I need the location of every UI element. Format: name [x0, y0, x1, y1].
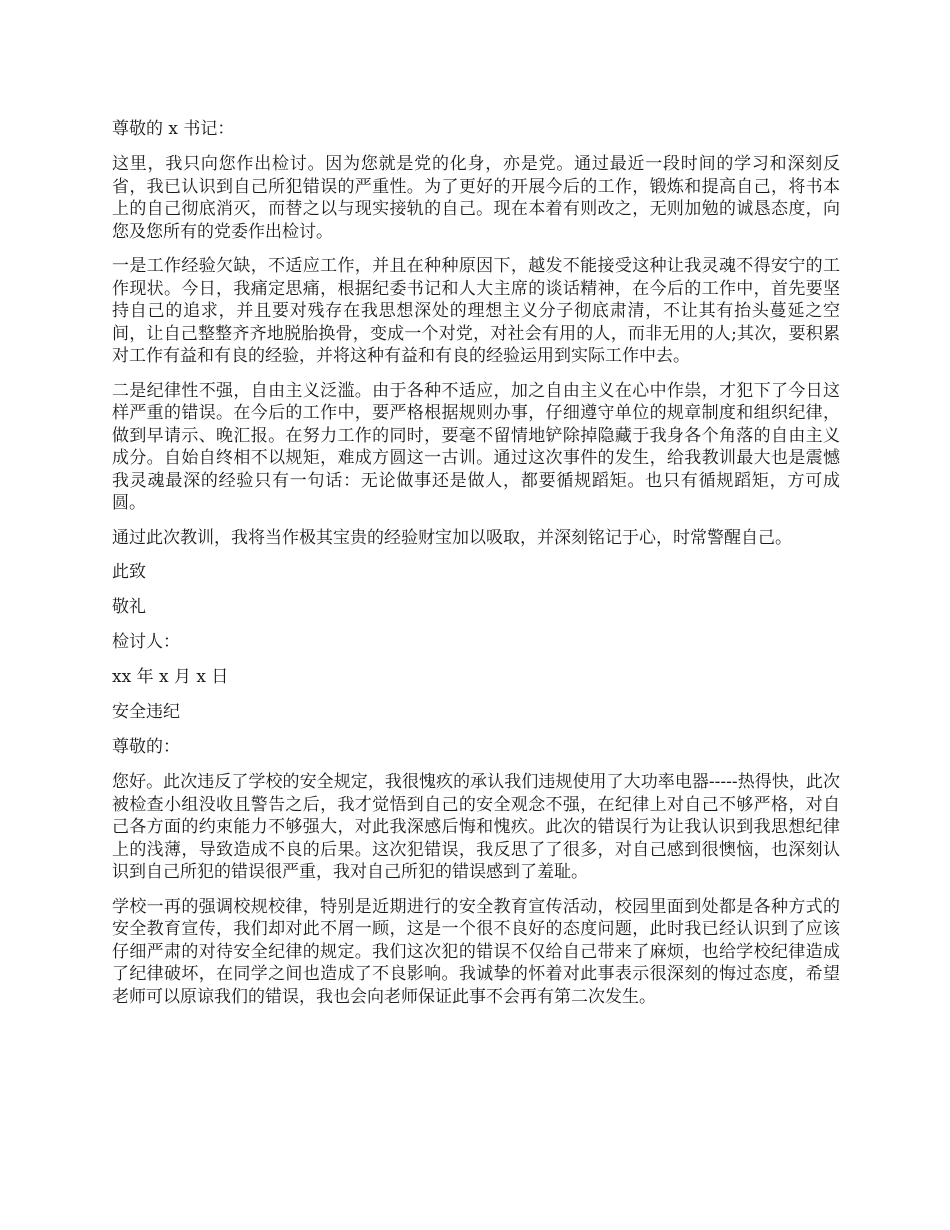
salutation-second: 尊敬的： [112, 737, 180, 757]
document-body [112, 118, 840, 1020]
paragraph-point-two: 二是纪律性不强，自由主义泛滥。由于各种不适应，加之自由主义在心中作祟，才犯下了今日这样严重的错误。在今后的工作中，要严格根据规则办事，仔细遵守单位的规章制度和组织纪律，做到早请示、晚汇报。在努力工作的同时，要毫不留情地铲除掉隐藏于我身各个角落的自由主义成分。自始自终相不以规矩，难成方圆这一古训。通过这次事件的发生，给我教训最大也是震憾我灵魂最深的经验只有一句话：无论做事还是做人，都要循规蹈矩。也只有循规蹈矩，方可成圆。 [112, 380, 840, 513]
date-line: xx 年 x 月 x 日 [112, 667, 229, 687]
paragraph-reflection: 学校一再的强调校规校律，特别是近期进行的安全教育宣传活动，校园里面到处都是各种方式的安全教育宣传，我们却对此不屑一顾，这是一个很不良好的态度问题，此时我已经认识到了应该仔细严肃的对待安全纪律的规定。我们这次犯的错误不仅给自己带来了麻烦，也给学校纪律造成了纪律破坏，在同学之间也造成了不良影响。我诚挚的怀着对此事表示很深刻的悔过态度，希望老师可以原谅我们的错误，我也会向老师保证此事不会再有第二次发生。 [112, 896, 840, 1007]
section-title: 安全违纪 [112, 702, 180, 722]
closing-cizhi: 此致 [112, 562, 146, 582]
closing-jingli: 敬礼 [112, 597, 146, 617]
paragraph-intro: 这里，我只向您作出检讨。因为您就是党的化身，亦是党。通过最近一段时间的学习和深刻反省，我已认识到自己所犯错误的严重性。为了更好的开展今后的工作，锻炼和提高自己，将书本上的自己彻底消灭，而替之以与现实接轨的自己。现在本着有则改之，无则加勉的诚恳态度，向您及您所有的党委作出检讨。 [112, 154, 840, 242]
paragraph-apology: 您好。此次违反了学校的安全规定，我很愧疚的承认我们违规使用了大功率电器-----热得快，此次被检查小组没收且警告之后，我才觉悟到自己的安全观念不强，在纪律上对自己不够严格，对自己各方面的约束能力不够强大，对此我深感后悔和愧疚。此次的错误行为让我认识到我思想纪律上的浅薄，导致造成不良的后果。这次犯错误，我反思了了很多，对自己感到很懊恼，也深刻认识到自己所犯的错误很严重，我对自己所犯的错误感到了羞耻。 [112, 772, 840, 882]
paragraph-conclusion: 通过此次教训，我将当作极其宝贵的经验财宝加以吸取，并深刻铭记于心，时常警醒自己。 [112, 527, 792, 548]
salutation: 尊敬的 x 书记： [112, 119, 235, 139]
signature-label: 检讨人： [112, 632, 180, 652]
paragraph-point-one: 一是工作经验欠缺，不适应工作，并且在种种原因下，越发不能接受这种让我灵魂不得安宁的工作现状。今日，我痛定思痛，根据纪委书记和人大主席的谈话精神，在今后的工作中，首先要坚持自己的追求，并且要对残存在我思想深处的理想主义分子彻底肃清，不让其有抬头蔓延之空间，让自己整整齐齐地脱胎换骨，变成一个对党，对社会有用的人，而非无用的人;其次，要积累对工作有益和有良的经验，并将这种有益和有良的经验运用到实际工作中去。 [112, 256, 840, 366]
